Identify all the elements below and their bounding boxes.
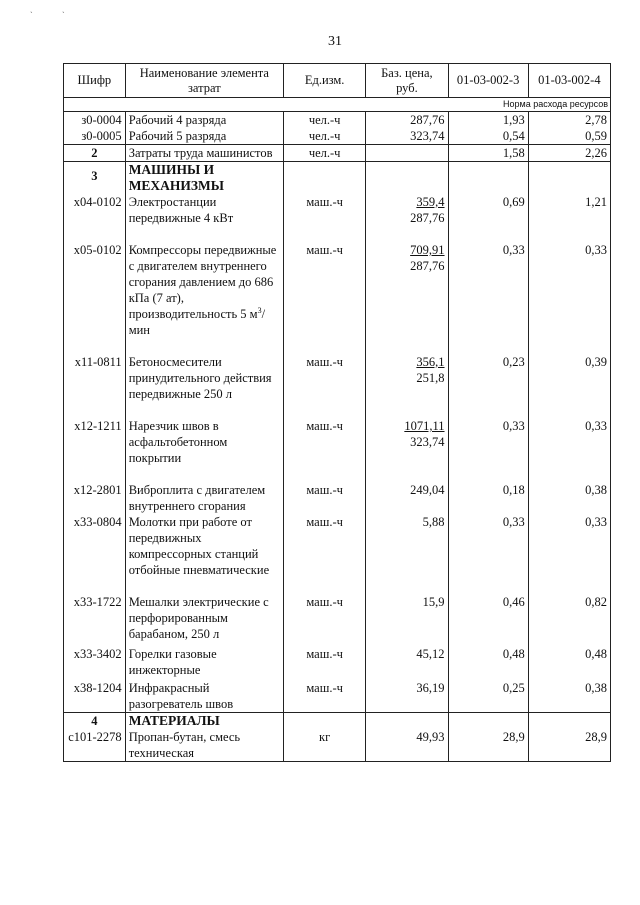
scan-mark: ˎ: [62, 4, 65, 13]
row-price-cell: [366, 354, 448, 418]
row-code: х38-1204: [64, 678, 126, 713]
row-code: з0-0004: [64, 112, 126, 129]
row-name: Затраты труда машинистов: [125, 145, 283, 162]
row-unit: маш.-ч: [284, 642, 366, 678]
row-code: х33-3402: [64, 642, 126, 678]
table-row: [64, 194, 611, 242]
row-price: 49,93: [366, 729, 448, 762]
table-row: [64, 514, 611, 594]
row-norm-1: 0,33: [448, 418, 528, 482]
table-row: [64, 594, 611, 642]
row-name: Мешалки электрические с перфорированным барабаном, 250 л: [125, 594, 283, 642]
row-name: Бетоносмесители принудительного действия передвижные 250 л: [125, 354, 283, 418]
row-name: Горелки газовые инжекторные: [125, 642, 283, 678]
row-price-cell: [366, 194, 448, 242]
row-code: х12-2801: [64, 482, 126, 514]
row-price: 45,12: [366, 642, 448, 678]
row-name: Нарезчик швов в асфальтобетонном покрытии: [125, 418, 283, 482]
table-row: [64, 354, 611, 418]
row-price: 15,9: [366, 594, 448, 642]
row-norm-2: 0,39: [528, 354, 610, 418]
table-row: [64, 482, 611, 514]
header-col2: 01-03-002-4: [528, 64, 610, 98]
row-norm-1: 28,9: [448, 729, 528, 762]
section-title: МАШИНЫ И МЕХАНИЗМЫ: [125, 162, 283, 195]
row-name: Пропан-бутан, смесь техническая: [125, 729, 283, 762]
row-name-superscript: 3: [257, 305, 262, 315]
row-norm-2: 0,33: [528, 514, 610, 594]
row-unit: маш.-ч: [284, 418, 366, 482]
row-unit: чел.-ч: [284, 112, 366, 129]
header-col1: 01-03-002-3: [448, 64, 528, 98]
row-norm-1: [448, 162, 528, 195]
section-row: [64, 162, 611, 195]
row-norm-1: 0,46: [448, 594, 528, 642]
row-norm-1: 0,33: [448, 514, 528, 594]
row-norm-2: 0,48: [528, 642, 610, 678]
row-unit: маш.-ч: [284, 594, 366, 642]
row-code: х05-0102: [64, 242, 126, 354]
row-norm-2: 0,59: [528, 128, 610, 145]
header-name: Наименование элемента затрат: [125, 64, 283, 98]
row-name: Рабочий 5 разряда: [125, 128, 283, 145]
row-price: [366, 162, 448, 195]
row-code: х04-0102: [64, 194, 126, 242]
row-norm-1: 0,69: [448, 194, 528, 242]
row-norm-1: 1,58: [448, 145, 528, 162]
row-norm-2: 0,38: [528, 678, 610, 713]
row-price: 249,04: [366, 482, 448, 514]
row-norm-1: 0,18: [448, 482, 528, 514]
section-number: 4: [64, 713, 126, 730]
row-code: х33-1722: [64, 594, 126, 642]
row-code: х12-1211: [64, 418, 126, 482]
row-name-cell: [125, 242, 283, 354]
header-code: Шифр: [64, 64, 126, 98]
row-unit: [284, 162, 366, 195]
row-unit: чел.-ч: [284, 128, 366, 145]
header-unit: Ед.изм.: [284, 64, 366, 98]
row-norm-2: 0,33: [528, 418, 610, 482]
row-price-cell: [366, 242, 448, 354]
row-price: 5,88: [366, 514, 448, 594]
row-price-base: 323,74: [410, 435, 445, 449]
row-norm-2: 0,38: [528, 482, 610, 514]
row-unit: маш.-ч: [284, 514, 366, 594]
row-unit: кг: [284, 729, 366, 762]
section-number: 3: [64, 162, 126, 195]
row-price: 356,1: [416, 355, 445, 369]
row-norm-1: 0,54: [448, 128, 528, 145]
page-number: 31: [328, 34, 342, 49]
row-norm-1: 0,48: [448, 642, 528, 678]
row-norm-2: 0,82: [528, 594, 610, 642]
row-unit: маш.-ч: [284, 482, 366, 514]
row-price-base: 251,8: [416, 371, 445, 385]
row-norm-2: [528, 162, 610, 195]
row-code: х33-0804: [64, 514, 126, 594]
row-norm-2: 1,21: [528, 194, 610, 242]
row-norm-2: 2,26: [528, 145, 610, 162]
row-name: Инфракрасный разогреватель швов: [125, 678, 283, 713]
row-unit: [284, 713, 366, 730]
row-name-tail: /мин: [128, 307, 266, 337]
norm-label: Норма расхода ресурсов: [64, 98, 611, 112]
row-unit: маш.-ч: [284, 678, 366, 713]
row-price-base: 287,76: [410, 211, 445, 225]
row-norm-1: [448, 713, 528, 730]
row-price-base: 287,76: [410, 259, 445, 273]
table-row: [64, 418, 611, 482]
section-title: МАТЕРИАЛЫ: [125, 713, 283, 730]
row-code: х11-0811: [64, 354, 126, 418]
resource-cost-table: [63, 63, 611, 762]
row-unit: маш.-ч: [284, 242, 366, 354]
row-price: 709,91: [410, 243, 445, 257]
row-code: с101-2278: [64, 729, 126, 762]
row-norm-2: 28,9: [528, 729, 610, 762]
row-price: [366, 713, 448, 730]
row-name: Электростанции передвижные 4 кВт: [125, 194, 283, 242]
header-price: Баз. цена, руб.: [366, 64, 448, 98]
table-row: [64, 678, 611, 713]
row-price: 36,19: [366, 678, 448, 713]
norm-row: [64, 98, 611, 112]
row-name: Виброплита с двигателем внутреннего сгорания: [125, 482, 283, 514]
row-price: 1071,11: [404, 419, 445, 433]
row-norm-2: 0,33: [528, 242, 610, 354]
row-name: Компрессоры передвижные с двигателем внутреннего сгорания давлением до 686 кПа (7 ат), производительность 5 м: [128, 243, 277, 321]
row-norm-1: 0,33: [448, 242, 528, 354]
row-price: 323,74: [366, 128, 448, 145]
row-code: 2: [64, 145, 126, 162]
scan-mark: ˏ: [30, 4, 33, 13]
row-norm-2: [528, 713, 610, 730]
row-unit: чел.-ч: [284, 145, 366, 162]
table-header-row: [64, 64, 611, 98]
row-price: 287,76: [366, 112, 448, 129]
row-unit: маш.-ч: [284, 354, 366, 418]
row-norm-2: 2,78: [528, 112, 610, 129]
section-row: [64, 713, 611, 730]
row-norm-1: 0,25: [448, 678, 528, 713]
row-unit: маш.-ч: [284, 194, 366, 242]
table-row: [64, 729, 611, 762]
table-row: [64, 112, 611, 129]
table-row: [64, 145, 611, 162]
row-norm-1: 0,23: [448, 354, 528, 418]
table-row: [64, 642, 611, 678]
row-name: Рабочий 4 разряда: [125, 112, 283, 129]
table-row: [64, 128, 611, 145]
table-row: [64, 242, 611, 354]
row-norm-1: 1,93: [448, 112, 528, 129]
row-price-cell: [366, 418, 448, 482]
row-name: Молотки при работе от передвижных компрессорных станций отбойные пневматические: [125, 514, 283, 594]
row-price: [366, 145, 448, 162]
row-code: з0-0005: [64, 128, 126, 145]
row-price: 359,4: [416, 195, 445, 209]
